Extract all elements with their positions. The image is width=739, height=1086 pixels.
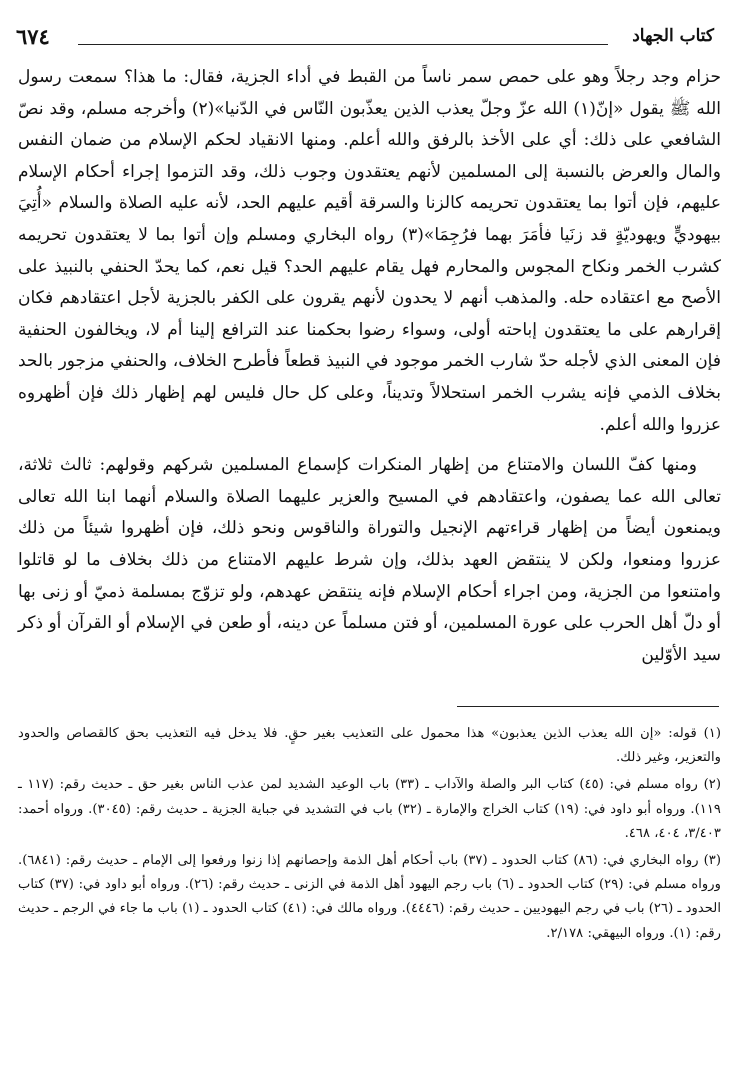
footnote-2: (٢) رواه مسلم في: (٤٥) كتاب البر والصلة والآداب ـ (٣٣) باب الوعيد الشديد لمن عذب الناس بغير حق ـ حديث رقم: (١١٧ ـ ١١٩). ورواه أبو داود في: (١٩) كتاب الخراج والإمارة ـ (٣٢) باب في التشديد في جباية الجزية ـ حديث رقم: (٣٠٤٥). ورواه أحمد: ٣/٤٠٣، ٤٠٤، ٤٦٨.: [18, 777, 721, 841]
footnote-1: (١) قوله: «إن الله يعذب الذين يعذبون» هذا محمول على التعذيب بغير حقٍ. فلا يدخل فيه التعذيب بحق كالقصاص والحدود والتعزير، وغير ذلك.: [18, 726, 721, 766]
footnote-separator: [457, 706, 719, 707]
book-title: كتاب الجهاد: [632, 26, 714, 46]
body-paragraph-1: حزام وجد رجلاً وهو على حمص سمر ناساً من القبط في أداء الجزية، فقال: ما هذا؟ سمعت رسول الله ﷺ يقول «إنّ(١) الله عزّ وجلّ يعذب الذين يعذّبون النّاس في الدّنيا»(٢) وأخرجه مسلم، وقد نصّ الشافعي على ذلك: أي على الأخذ بالرفق والله أعلم. ومنها الانقياد لحكم الإسلام من ضمان النفس والمال والعرض بالنسبة إلى المسلمين لأنهم يعتقدون وجوب ذلك، وقد التزموا إجراء أحكام الإسلام عليهم، فإن أتوا بما يعتقدون تحريمه كالزنا والسرقة أقيم عليهم الحد، لأنه عليه الصلاة والسلام «أُتِيَ بيهوديٍّ ويهوديّةٍ قد زنَيا فأمَرَ بهما فرُجِمَا»(٣) رواه البخاري ومسلم وإن أتوا بما لا يعتقدون تحريمه كشرب الخمر ونكاح المجوس والمحارم فهل يقام عليهم الحد؟ قيل نعم، كما يحدّ الحنفي بالنبيذ على الأصح مع اعتقاده حله. والمذهب أنهم لا يحدون لأنهم يقرون على الكفر بالجزية لأجل اعتقادهم فكان إقرارهم على ما يعتقدون إباحته أولى، وسواء رضوا بحكمنا عند الترافع إلينا أم لا، ويخالفون الحنفية فإن المعنى الذي لأجله حدّ شارب الخمر موجود في النبيذ قطعاً فأطرح الخلاف، والحنفي مزجور بالحد بخلاف الذمي فإنه يشرب الخمر استحلالاً وتديناً، وعلى كل حال فليس لهم إظهار ذلك فإن أظهروه عزروا والله أعلم.: [18, 67, 722, 435]
footnote-3: (٣) رواه البخاري في: (٨٦) كتاب الحدود ـ (٣٧) باب أحكام أهل الذمة وإحصانهم إذا زنوا ورفعوا إلى الإمام ـ حديث رقم: (٦٨٤١). ورواه مسلم في: (٢٩) كتاب الحدود ـ (٦) باب رجم اليهود أهل الذمة في الزنى ـ حديث رقم: (٢٦). ورواه أبو داود في: (٣٧) كتاب الحدود ـ (٢٦) باب في رجم اليهوديين ـ حديث رقم: (٤٤٤٦). ورواه مالك في: (٤١) كتاب الحدود ـ (١) باب ما جاء في الرجم ـ حديث رقم: (١). ورواه البيهقي: ٢/١٧٨.: [18, 853, 722, 941]
running-header: [8, 18, 726, 58]
page-number: ٦٧٤: [16, 24, 50, 49]
footnotes: [18, 722, 721, 949]
header-rule: [78, 44, 608, 45]
main-text: [18, 62, 721, 671]
body-paragraph-2: ومنها كفّ اللسان والامتناع من إظهار المنكرات كإسماع المسلمين شركهم وقولهم: ثالث ثلاثة، تعالى الله عما يصفون، واعتقادهم في المسيح والعزير عليهما الصلاة والسلام أنهما ابنا الله تعالى ويمنعون أيضاً من إظهار قراءتهم الإنجيل والتوراة والناقوس ونحو ذلك، فإن أظهروا شيئاً من ذلك عزروا ومنعوا، ولكن لا ينتقض العهد بذلك، وإن شرط عليهم الامتناع من ذلك بخلاف ما لو قاتلوا وامتنعوا من الجزية، ومن اجراء أحكام الإسلام فإنه ينتقض عهدهم، ولو تزوّج بمسلمة ذميّ أو زنى بها أو دلّ أهل الحرب على عورة المسلمين، أو فتن مسلماً عن دينه، أو طعن في الإسلام أو القرآن أو ذكر سيد الأوّلين: [18, 455, 721, 665]
